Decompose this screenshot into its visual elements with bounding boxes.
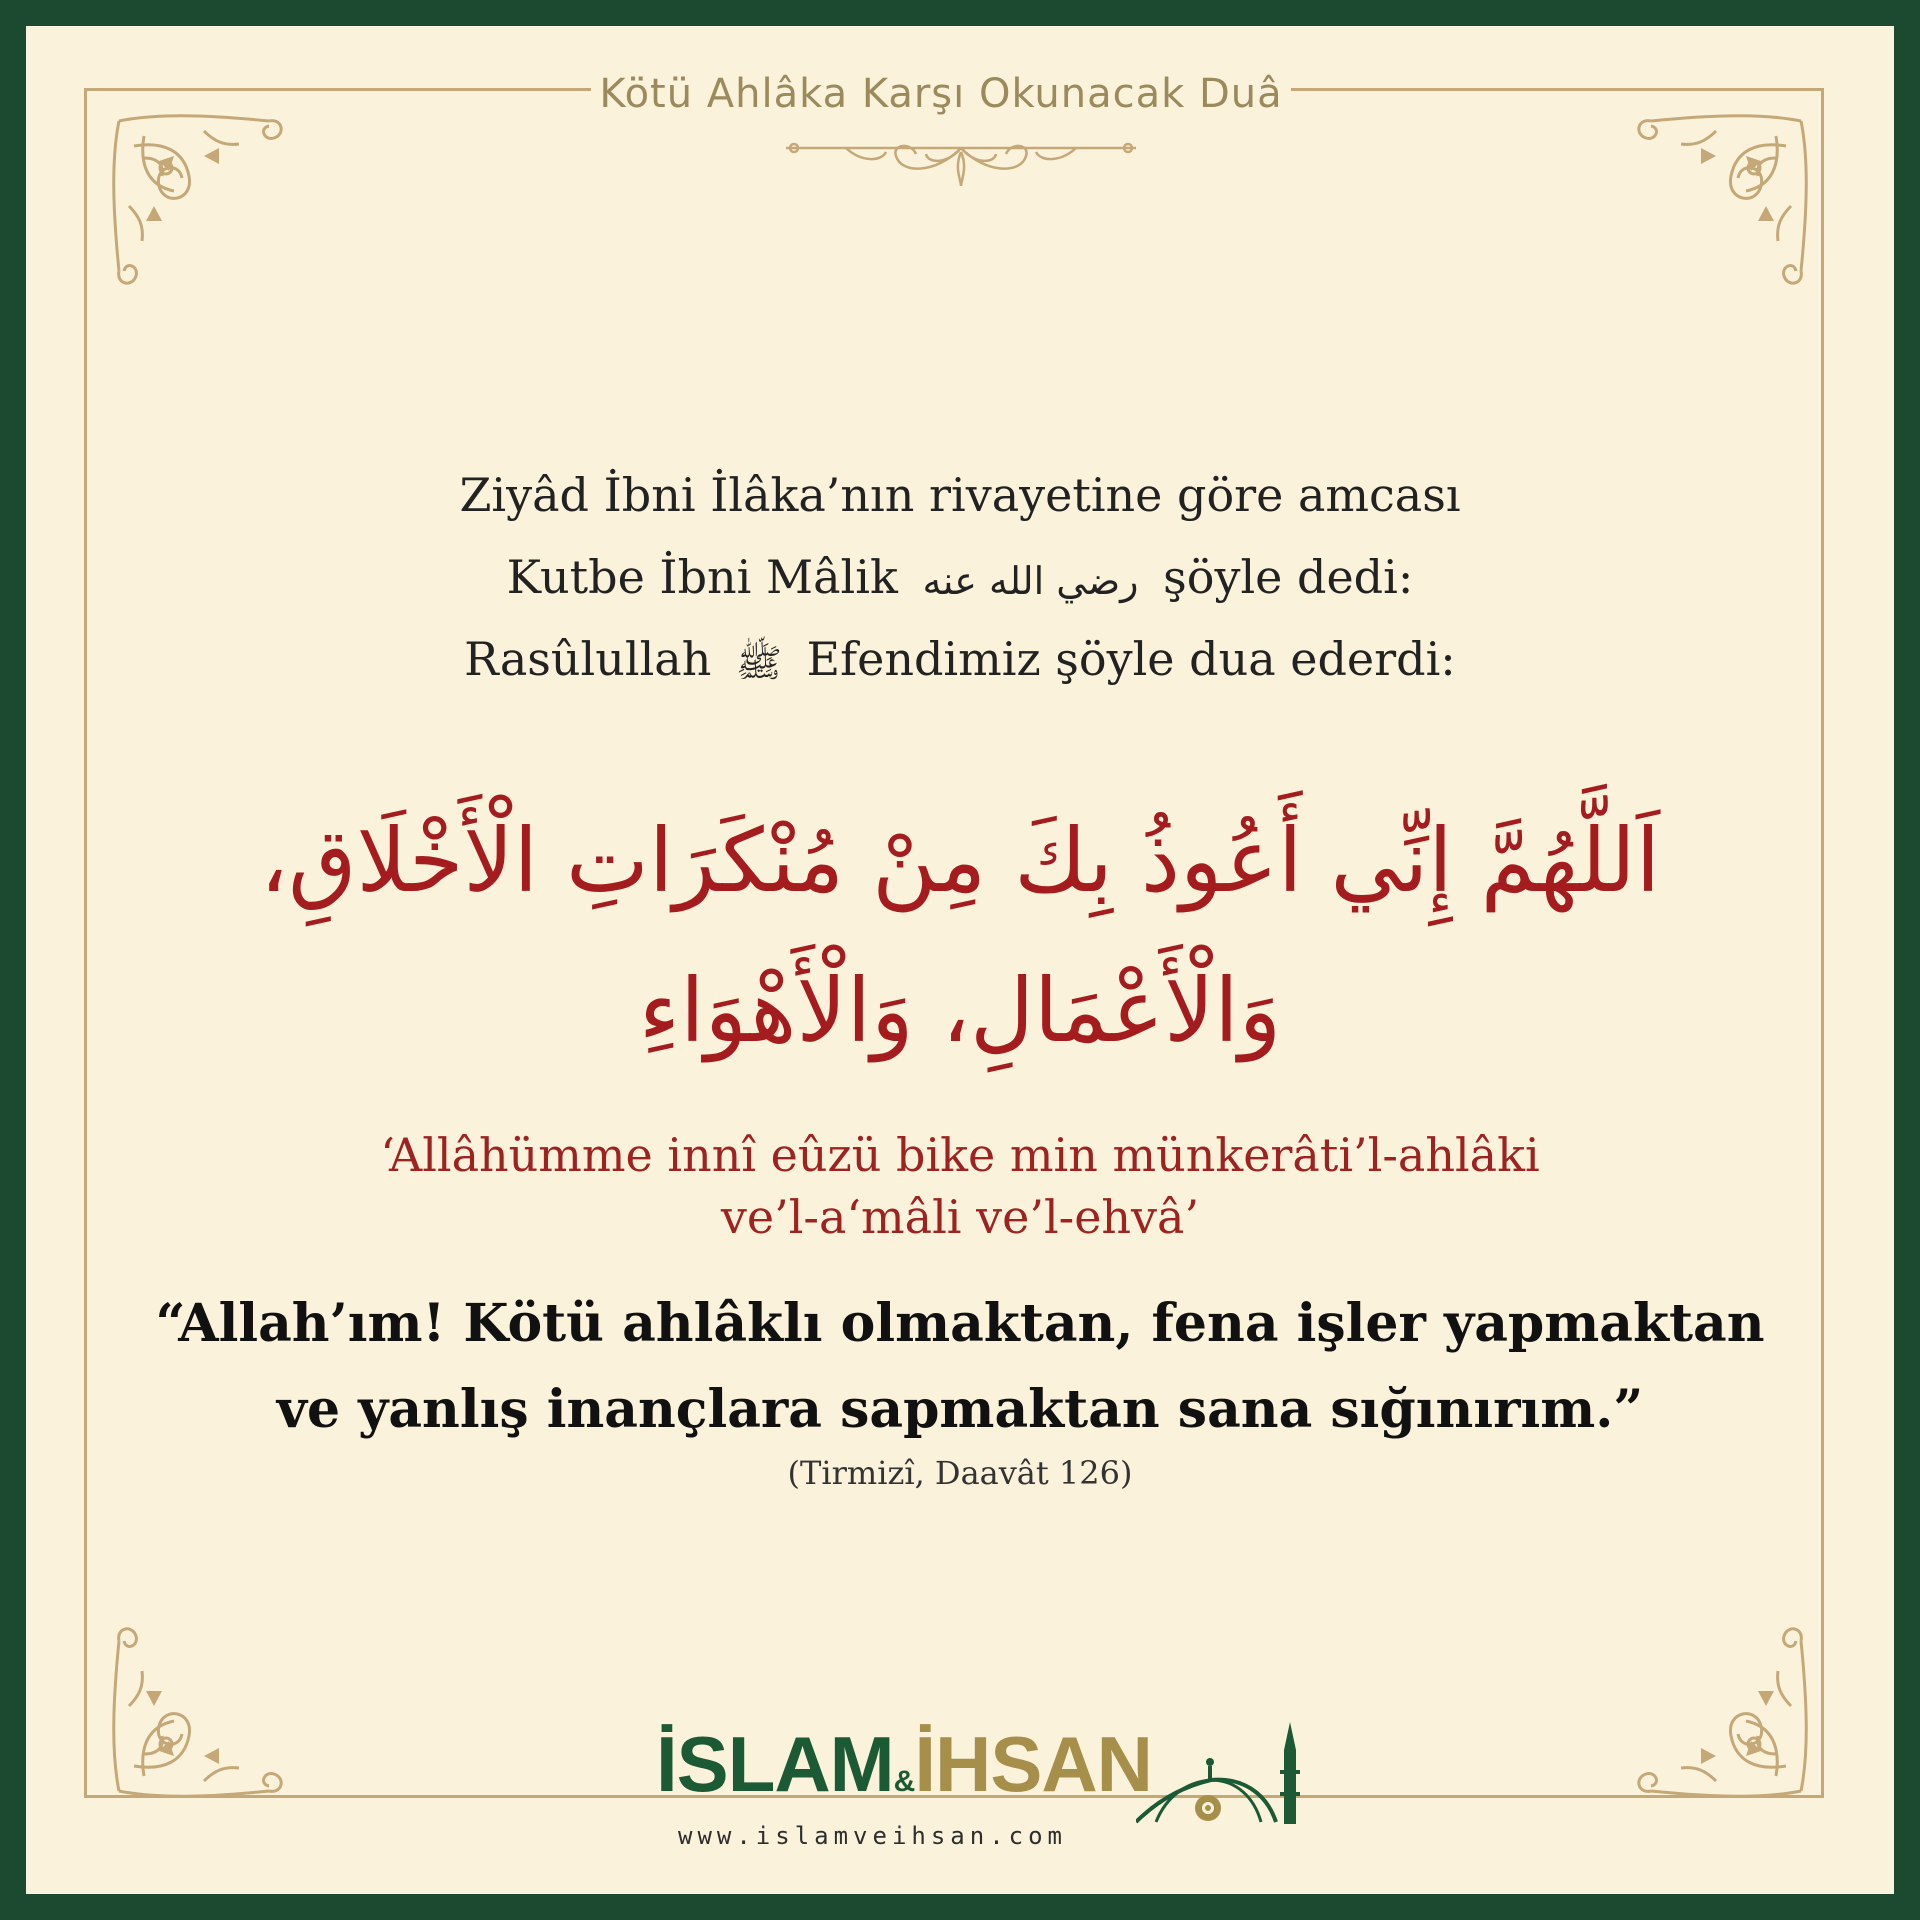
intro-line-1: Ziyâd İbni İlâka’nın rivayetine göre amcası [459, 468, 1461, 522]
logo-ampersand: & [893, 1765, 915, 1798]
translation-line-1: “Allah’ım! Kötü ahlâklı olmaktan, fena işler yapmaktan [155, 1293, 1765, 1354]
corner-ornament-icon [1616, 106, 1816, 306]
corner-ornament-icon [104, 1606, 304, 1806]
intro-line-2-end: şöyle dedi: [1163, 550, 1414, 604]
source-reference: (Tirmizî, Daavât 126) [787, 1454, 1133, 1492]
corner-ornament-icon [104, 106, 304, 306]
logo-ihsan: İHSAN [914, 1720, 1153, 1808]
honorific-radiyallahu-anh: رضي الله عنه [922, 559, 1139, 603]
arabic-line-2: وَالْأَعْمَالِ، وَالْأَهْوَاءِ [638, 959, 1282, 1062]
intro-line-3-end: Efendimiz şöyle dua ederdi: [806, 632, 1456, 686]
intro-line-2 [26, 536, 1894, 618]
arabic-prayer [26, 786, 1894, 1086]
page-title: Kötü Ahlâka Karşı Okunacak Duâ [599, 71, 1283, 117]
mosque-icon [1136, 1722, 1316, 1832]
honorific-salawat: ﷺ [735, 641, 782, 685]
intro-text [26, 454, 1894, 700]
website-url[interactable]: www.islamveihsan.com [678, 1822, 1067, 1850]
intro-line-2-start: Kutbe İbni Mâlik [506, 550, 898, 604]
intro-line-3 [26, 618, 1894, 700]
header-flourish-icon [786, 134, 1136, 194]
poster-page [26, 26, 1894, 1894]
translation-line-2: ve yanlış inançlara sapmaktan sana sığınırım.” [276, 1379, 1644, 1440]
logo-islam: İSLAM [656, 1720, 894, 1808]
arabic-line-1: اَللَّهُمَّ إِنِّي أَعُوذُ بِكَ مِنْ مُنْكَرَاتِ الْأَخْلَاقِ، [259, 809, 1661, 912]
logo-wordmark [656, 1720, 1153, 1822]
intro-line-3-start: Rasûlullah [464, 632, 712, 686]
brand-logo [656, 1720, 1153, 1850]
transliteration [26, 1124, 1894, 1248]
translation [26, 1281, 1894, 1453]
transliteration-line-2: ve’l-a‘mâli ve’l-ehvâ’ [720, 1190, 1200, 1244]
corner-ornament-icon [1616, 1606, 1816, 1806]
transliteration-line-1: ‘Allâhümme innî eûzü bike min münkerâti’l-ahlâki [380, 1128, 1540, 1182]
